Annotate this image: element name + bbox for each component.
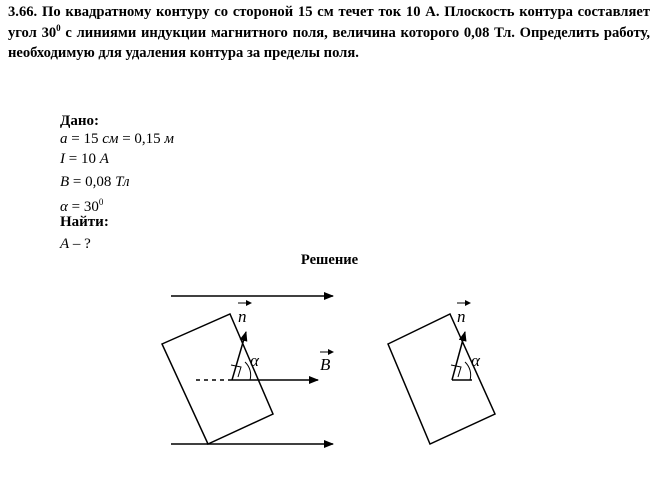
n-label-right: n: [457, 307, 466, 326]
given-B: B = 0,08 Тл: [60, 174, 130, 190]
given-alpha: $\alpha = 30^0$: [60, 197, 104, 215]
find-A: A – ?: [60, 236, 91, 252]
alpha-label-left: α: [250, 351, 259, 370]
alpha-label-right: α: [471, 351, 480, 370]
solution-heading: Решение: [300, 252, 359, 268]
angle-arc-right: [465, 362, 471, 380]
given-label: Дано:: [60, 113, 99, 129]
n-label-left: n: [238, 307, 247, 326]
contour-left: [162, 314, 273, 444]
contour-right: [388, 314, 495, 444]
b-label: B: [320, 355, 331, 374]
find-label: Найти:: [60, 214, 109, 230]
given-I: I = 10 А: [60, 151, 109, 167]
normal-vector-right: [452, 332, 465, 380]
given-a: a = 15 см = 0,15 м: [60, 131, 174, 147]
problem-statement: 3.66. По квадратному контуру со стороной 15 см течет ток 10 А. Плоскость контура составляет угол $30^0$ с линиями индукции магнитного поля, величина которого 0,08 Тл. Определить работу, необходимую для удаления контура за пределы поля.: [8, 4, 650, 61]
